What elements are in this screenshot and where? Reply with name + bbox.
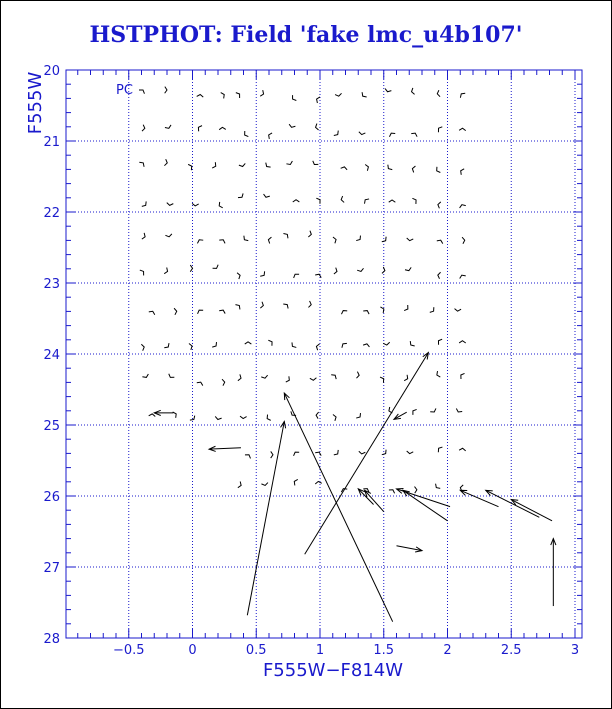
small-vector-glyph <box>169 374 175 378</box>
small-vector-glyph <box>341 196 344 202</box>
y-tick-label: 20 <box>43 64 60 79</box>
small-vector-glyph <box>222 379 225 386</box>
small-vector-glyph <box>437 90 440 96</box>
small-vector-glyph <box>221 93 224 99</box>
small-vector-glyph <box>462 237 465 244</box>
small-vector-glyph <box>412 198 416 204</box>
small-vector-glyph <box>334 450 338 455</box>
small-vector-glyph <box>407 238 414 241</box>
chip-annotation: PC <box>116 83 133 98</box>
small-vector-glyph <box>365 199 370 204</box>
small-vector-glyph <box>286 376 290 382</box>
small-vector-glyph <box>292 342 296 347</box>
vector-shaft <box>209 448 241 449</box>
small-vector-glyph <box>459 128 466 130</box>
small-vector-glyph <box>142 233 145 239</box>
small-vector-glyph <box>341 311 347 315</box>
y-tick-label: 26 <box>43 490 60 505</box>
small-vector-glyph <box>438 272 441 279</box>
vector-shaft <box>511 500 552 521</box>
small-vector-glyph <box>238 482 241 488</box>
small-vector-glyph <box>245 455 251 459</box>
small-vector-glyph <box>412 88 415 94</box>
grid-layer <box>66 70 582 638</box>
vector-shaft <box>403 490 448 521</box>
small-vector-glyph <box>437 167 441 173</box>
small-vector-glyph <box>261 483 267 486</box>
y-tick-label: 22 <box>43 206 60 221</box>
small-vector-glyph <box>460 275 466 278</box>
x-tick-label: 2.5 <box>500 643 522 658</box>
small-vector-glyph <box>293 200 300 202</box>
small-vector-glyph <box>385 89 391 92</box>
small-vector-glyph <box>266 163 271 167</box>
small-vector-glyph <box>356 236 360 241</box>
small-vector-glyph <box>357 268 363 271</box>
small-vector-glyph <box>190 265 192 272</box>
small-vector-glyph <box>192 203 199 206</box>
small-vector-glyph <box>315 481 322 484</box>
small-vector-glyph <box>239 163 245 166</box>
small-vector-glyph <box>356 372 359 379</box>
small-vector-glyph <box>459 341 466 343</box>
small-vector-glyph <box>283 304 288 308</box>
small-vector-glyph <box>404 375 407 381</box>
small-vector-glyph <box>197 95 204 98</box>
small-vector-glyph <box>411 133 417 137</box>
small-vector-glyph <box>142 374 148 377</box>
small-vector-glyph <box>164 159 167 165</box>
small-vector-glyph <box>174 308 177 315</box>
small-vector-glyph <box>213 265 219 269</box>
small-vector-glyph <box>164 268 167 274</box>
small-vector-glyph <box>219 127 226 129</box>
small-vector-glyph <box>315 452 321 455</box>
small-vector-glyph <box>407 451 414 454</box>
small-vector-glyph <box>197 382 203 385</box>
small-vector-glyph <box>316 412 319 419</box>
small-vector-glyph <box>459 448 466 451</box>
small-vector-glyph <box>436 484 441 489</box>
small-vector-glyph <box>437 240 443 243</box>
small-vector-glyph <box>268 340 272 346</box>
small-vector-glyph <box>142 201 146 206</box>
small-vector-glyph <box>271 451 273 458</box>
small-vector-glyph <box>165 234 171 237</box>
small-vector-glyph <box>389 490 395 494</box>
small-vector-glyph <box>437 371 440 377</box>
small-vector-glyph <box>334 131 338 136</box>
small-vector-glyph <box>365 165 368 171</box>
small-vector-glyph <box>244 236 248 241</box>
vector-shaft <box>460 490 498 506</box>
small-vector-glyph <box>342 343 347 347</box>
small-vector-glyph <box>334 268 337 274</box>
small-vector-glyph <box>149 311 155 314</box>
small-vector-glyph <box>294 479 297 485</box>
small-vector-glyph <box>167 203 174 206</box>
small-vector-glyph <box>189 344 192 350</box>
y-axis-label: F555W <box>25 71 46 135</box>
vector-shaft <box>247 421 284 615</box>
small-vector-glyph <box>383 342 390 345</box>
small-vector-glyph <box>461 373 465 379</box>
small-vector-glyph <box>294 452 300 456</box>
small-vector-glyph <box>460 93 465 97</box>
small-vector-glyph <box>460 205 466 208</box>
small-vector-glyph <box>456 408 462 412</box>
small-vector-glyph <box>380 377 384 383</box>
y-tick-label: 27 <box>43 561 60 576</box>
small-vector-glyph <box>212 162 216 168</box>
small-vector-glyph <box>313 161 319 165</box>
small-vector-glyph <box>236 93 240 98</box>
small-vector-glyph <box>405 267 411 270</box>
small-vector-glyph <box>260 271 264 276</box>
small-vector-glyph <box>404 305 408 311</box>
small-vector-glyph <box>165 125 171 128</box>
small-vector-glyph <box>382 450 386 455</box>
small-vector-glyph <box>438 339 442 345</box>
small-vector-glyph <box>198 310 204 314</box>
small-vector-glyph <box>341 167 347 170</box>
small-vector-glyph <box>455 309 462 312</box>
small-vector-glyph <box>388 165 392 170</box>
small-vector-glyph <box>331 375 336 379</box>
small-vector-glyph <box>382 267 385 273</box>
small-vector-glyph <box>238 193 243 197</box>
y-tick-label: 24 <box>43 348 60 363</box>
vector-layer <box>154 353 556 622</box>
x-tick-label: 3 <box>570 643 580 658</box>
vector-shaft <box>284 393 392 622</box>
x-tick-label: 0 <box>188 643 197 658</box>
small-vector-glyph <box>245 131 249 137</box>
small-vector-glyph <box>235 305 239 310</box>
y-tick-label: 23 <box>43 277 60 292</box>
small-vector-glyph <box>283 234 288 239</box>
small-vector-glyph <box>261 375 267 378</box>
small-vector-glyph <box>190 416 195 420</box>
small-vector-glyph <box>335 93 341 96</box>
small-vector-glyph <box>240 416 247 418</box>
small-vector-glyph <box>264 194 270 197</box>
small-vector-glyph <box>165 87 167 94</box>
small-vector-glyph <box>308 231 311 237</box>
small-vector-glyph <box>142 125 145 131</box>
small-vector-glyph <box>139 90 144 94</box>
small-vector-glyph <box>293 95 297 100</box>
small-vector-glyph <box>219 310 225 313</box>
small-vector-glyph <box>317 97 320 103</box>
small-vector-glyph <box>198 126 202 132</box>
small-vector-glyph <box>333 237 336 243</box>
small-vector-glyph <box>212 342 216 347</box>
x-tick-label: 1.5 <box>373 643 395 658</box>
small-vector-glyph <box>139 162 144 167</box>
x-axis-label: F555W−F814W <box>262 660 404 681</box>
axes-layer <box>43 64 582 658</box>
small-vector-glyph <box>438 127 442 132</box>
small-vector-glyph <box>149 414 156 417</box>
small-vector-glyph <box>363 311 369 315</box>
small-vector-glyph <box>308 301 311 308</box>
small-vector-glyph <box>389 133 395 137</box>
small-vector-glyph <box>140 270 144 275</box>
x-tick-label: 2 <box>443 643 452 658</box>
small-vector-glyph <box>316 198 320 204</box>
small-vector-glyph <box>215 416 221 419</box>
small-vector-glyph <box>412 166 415 172</box>
small-vector-glyph <box>260 90 263 96</box>
small-vector-glyph <box>382 237 386 242</box>
vector-shaft <box>365 490 384 511</box>
small-vector-glyph <box>430 408 436 412</box>
y-tick-label: 25 <box>43 419 60 434</box>
chart-title: HSTPHOT: Field 'fake lmc_u4b107' <box>89 22 523 48</box>
small-vector-glyph <box>260 302 263 308</box>
small-vector-glyph <box>268 237 271 243</box>
small-vector-glyph <box>316 344 319 350</box>
small-vector-glyph <box>310 378 317 381</box>
x-tick-label: 0.5 <box>245 643 267 658</box>
y-tick-label: 21 <box>43 135 60 150</box>
small-vector-glyph <box>286 161 292 164</box>
small-vector-glyph <box>219 202 223 208</box>
small-vector-glyph <box>267 415 271 421</box>
small-vector-glyph <box>316 124 319 130</box>
small-vector-glyph <box>359 132 366 135</box>
small-vector-glyph <box>237 273 240 279</box>
x-tick-label: 1 <box>315 643 325 658</box>
small-vector-glyph <box>461 169 464 175</box>
small-vector-glyph <box>415 487 417 494</box>
small-vector-glyph <box>356 413 360 418</box>
y-tick-label: 28 <box>43 632 60 647</box>
small-vector-glyph <box>294 274 299 278</box>
small-vector-glyph <box>363 344 369 347</box>
small-vector-glyph <box>219 240 225 244</box>
vector-shaft <box>486 490 540 517</box>
x-tick-label: −0.5 <box>112 643 145 658</box>
small-vector-glyph <box>188 164 192 170</box>
small-vector-glyph <box>238 374 241 380</box>
small-vector-glyph <box>438 447 442 452</box>
small-vector-glyph <box>141 344 144 350</box>
small-vector-glyph <box>413 409 417 414</box>
small-vector-glyph <box>164 343 169 348</box>
small-vector-glyph <box>359 451 366 454</box>
small-vector-glyph <box>362 92 367 97</box>
small-vector-glyph <box>289 124 295 127</box>
small-vector-glyph <box>269 133 272 139</box>
small-vector-glyph <box>410 341 414 346</box>
small-vector-glyph <box>438 202 441 208</box>
small-vector-glyph <box>389 200 396 202</box>
small-vector-glyph <box>197 240 203 244</box>
small-vector-glyph <box>333 415 336 421</box>
small-vector-glyph <box>430 307 434 312</box>
small-vector-glyph <box>245 342 252 344</box>
